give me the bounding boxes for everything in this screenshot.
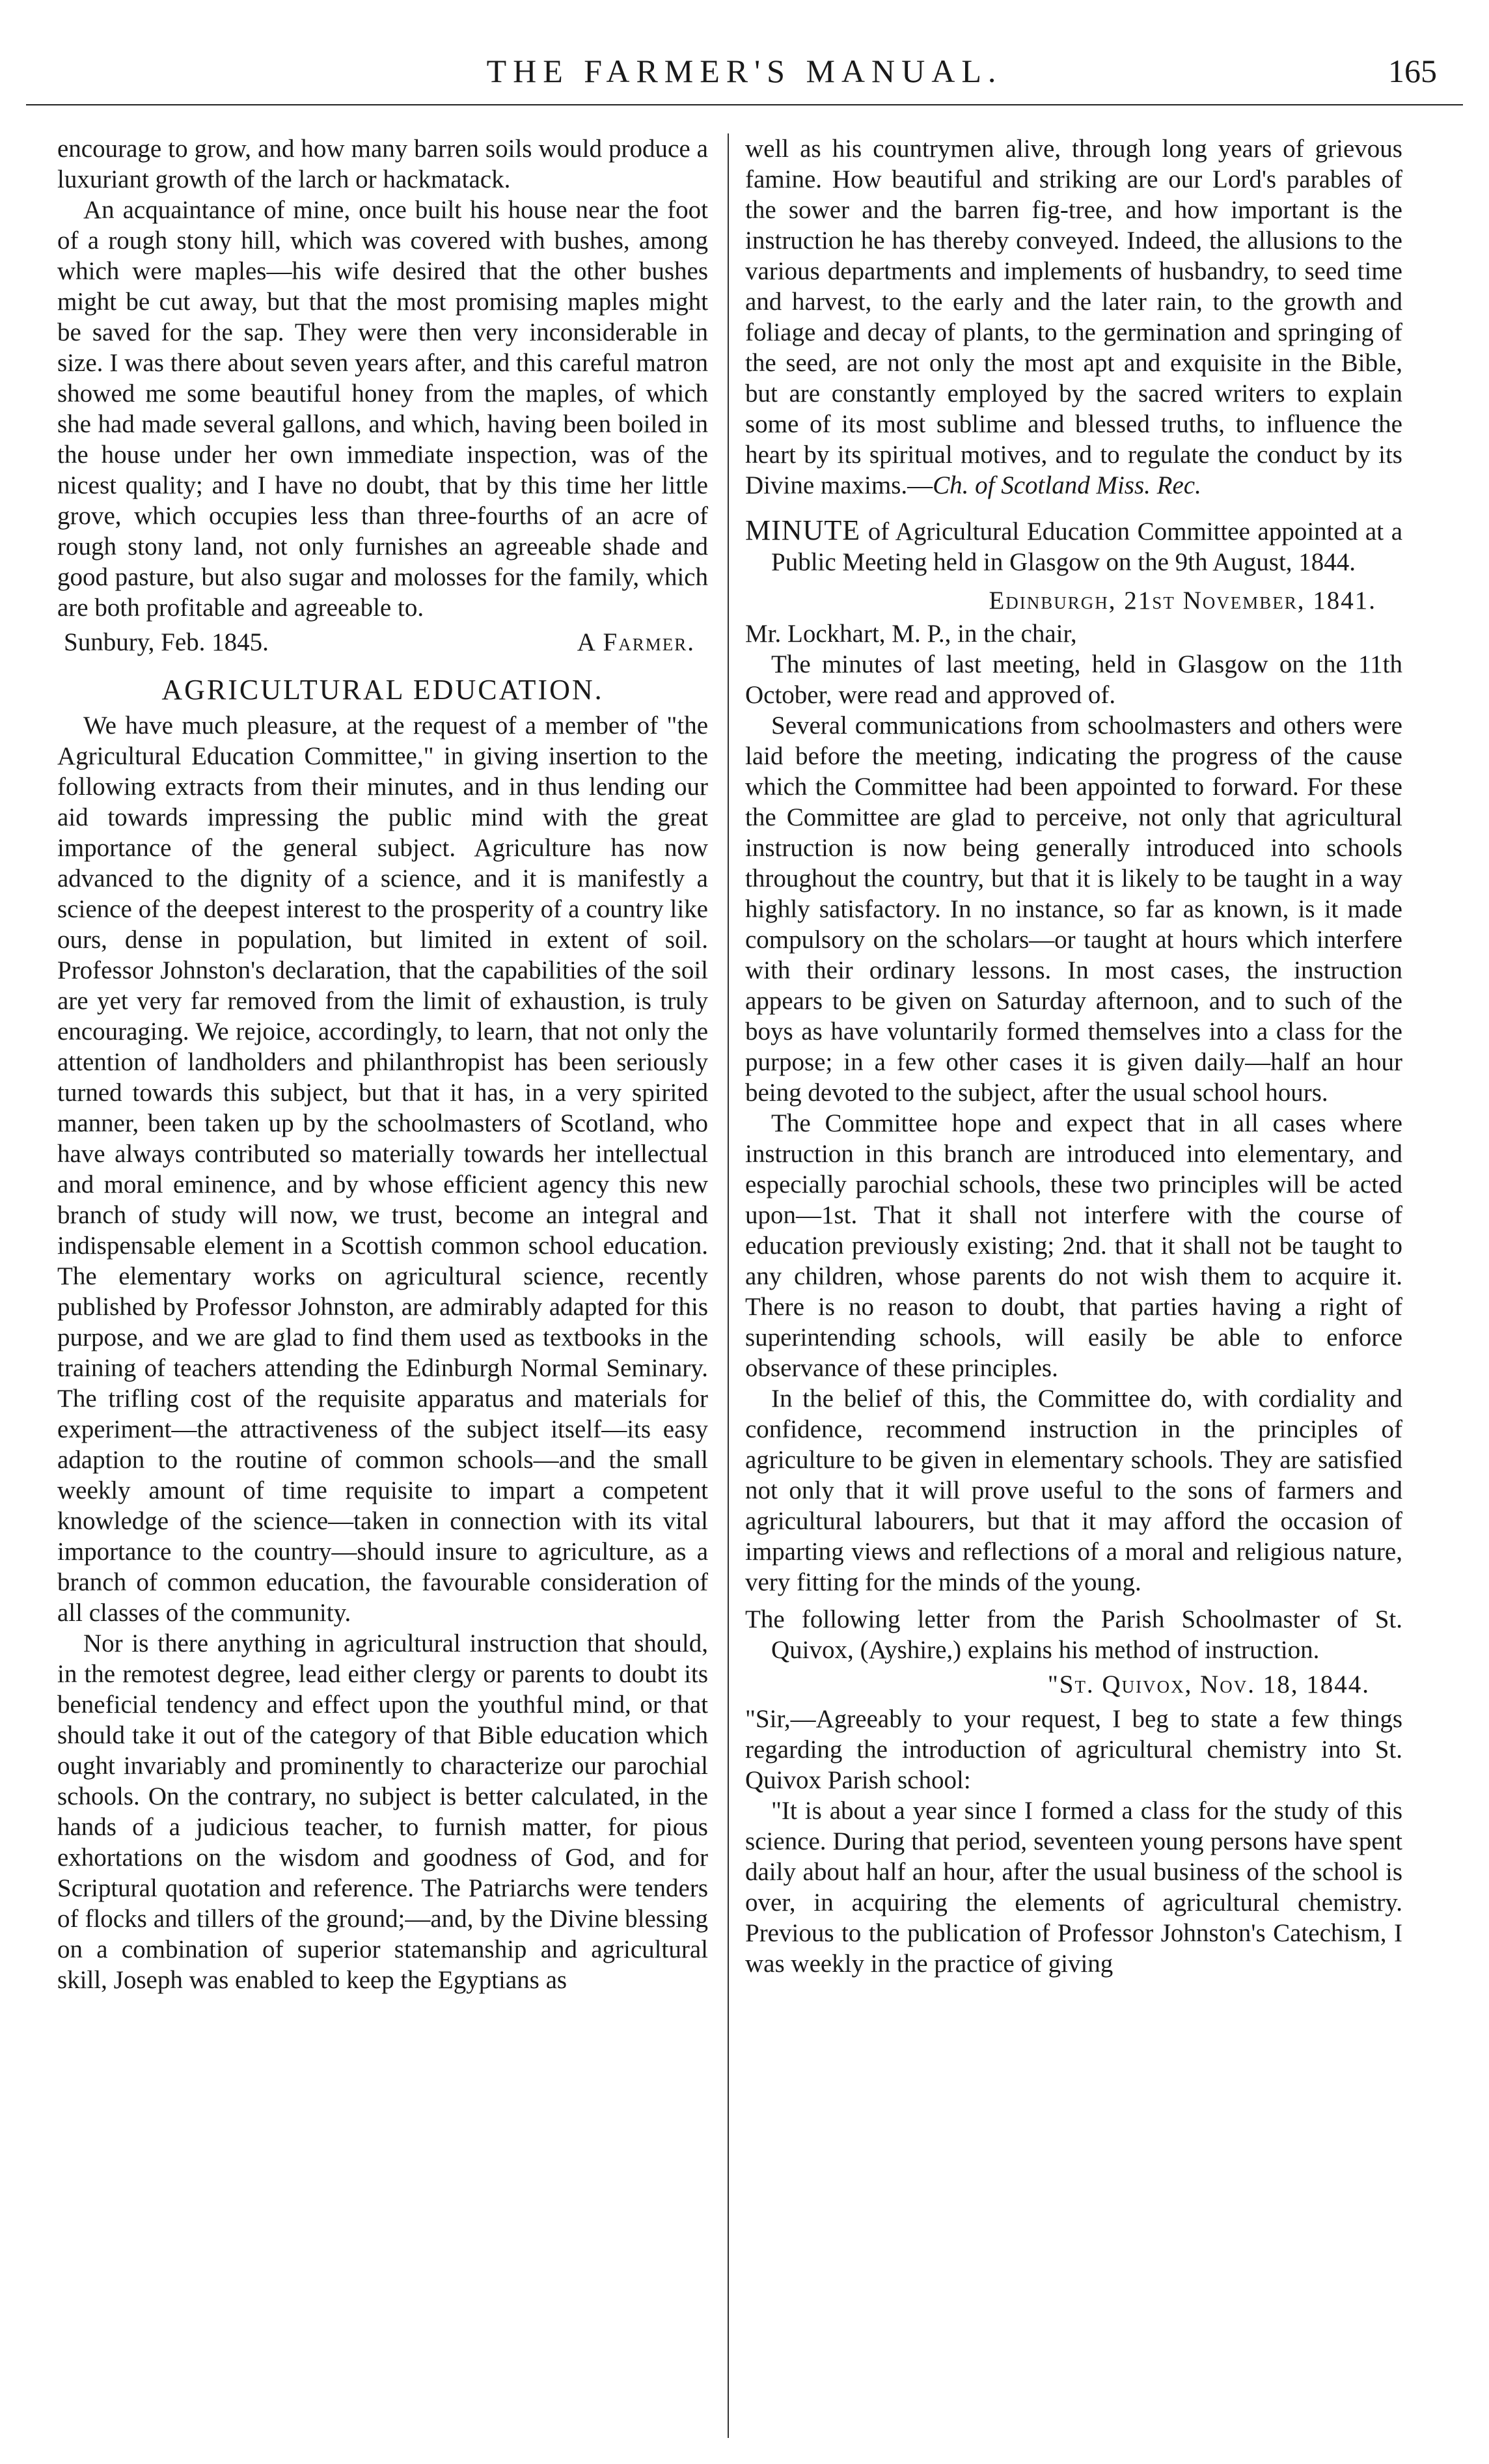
letter-signoff xyxy=(57,627,708,658)
paragraph: The following letter from the Parish Schoolmaster of St. Quivox, (Ayshire,) explains his method of instruction. xyxy=(745,1605,1402,1664)
page-number: 165 xyxy=(1388,53,1437,89)
paragraph: In the belief of this, the Committee do, with cordiality and confidence, recommend instruction in the principles of agriculture to be given in elementary schools. They are satisfied not only that it will prove useful to the sons of farmers and agricultural labourers, but that it may afford the occasion of imparting views and reflections of a moral and religious nature, very fitting for the minds of the young. xyxy=(745,1385,1402,1596)
paragraph: An acquaintance of mine, once built his house near the foot of a rough stony hill, which was covered with bushes, among which were maples—his wife desired that the other bushes might be cut away, but that the most promising maples might be saved for the sap. They were then very inconsiderable in size. I was there about seven years after, and this careful matron showed me some beautiful honey from the maples, of which she had made several gallons, and which, having been boiled in the house under her own immediate inspection, was of the nicest quality; and I have no doubt, that by this time her little grove, which occupies less than three-fourths of an acre of rough stony land, not only furnishes an agreeable shade and good pasture, but also sugar and molosses for the family, which are both profitable and agreeable to. xyxy=(57,196,708,622)
signoff-place: Sunbury, Feb. 1845. xyxy=(64,628,269,656)
running-head xyxy=(26,39,1463,105)
paragraph: The minutes of last meeting, held in Glasgow on the 11th October, were read and approved of. xyxy=(745,650,1402,709)
paragraph-text: well as his countrymen alive, through long years of grievous famine. How beautiful and striking are our Lord's parables of the sower and the barren fig-tree, and how important is the instruction he has thereby conveyed. Indeed, the allusions to the various departments and implements of husbandry, to seed time and harvest, to the early and the later rain, to the growth and foliage and decay of plants, to the germination and springing of the seed, are not only the most apt and exquisite in the Bible, but are constantly employed by the sacred writers to explain some of its most sublime and blessed truths, to influence the heart by its spiritual motives, and to regulate the conduct by its Divine maxims.— xyxy=(745,135,1402,499)
minute-rest: of Agricultural Education Committee appointed at a Public Meeting held in Glasgow on the 9th August, 1844. xyxy=(771,518,1402,576)
left-column xyxy=(57,133,708,1995)
paragraph: The Committee hope and expect that in all cases where instruction in this branch are introduced into elementary, and especially parochial schools, these two principles will be acted upon—1st. That it shall not interfere with the course of education previously existing; 2nd. that it shall not be taught to any children, whose parents do not wish them to acquire it. There is no reason to doubt, that parties having a right of superintending schools, will easily be able to enforce observance of these principles. xyxy=(745,1109,1402,1382)
signoff-author: A Farmer. xyxy=(577,628,695,656)
minute-lead: MINUTE xyxy=(745,514,861,546)
minute-heading xyxy=(745,515,1402,577)
source-attribution: Ch. of Scotland Miss. Rec. xyxy=(933,471,1201,499)
paragraph: Nor is there anything in agricultural instruction that should, in the remotest degree, lead either clergy or parents to doubt its beneficial tendency and effect upon the youthful mind, or that should take it out of the category of that Bible education which ought invariably and prominently to characterize our parochial schools. On the contrary, no subject is better calculated, in the hands of a judicious teacher, to furnish matter, for pious exhortations on the wisdom and goodness of God, and for Scriptural quotation and reference. The Patriarchs were tenders of flocks and tillers of the ground;—and, by the Divine blessing on a combination of superior statemanship and agricultural skill, Joseph was enabled to keep the Egyptians as xyxy=(57,1629,708,1994)
page-header-title: THE FARMER'S MANUAL. xyxy=(486,53,1003,89)
paragraph: "Sir,—Agreeably to your request, I beg to state a few things regarding the introduction of agricultural chemistry into St. Quivox Parish school: xyxy=(745,1705,1402,1794)
paragraph: Several communications from schoolmasters and others were laid before the meeting, indicating the progress of the cause which the Committee had been appointed to forward. For these the Committee are glad to perceive, not only that agricultural instruction is now being generally introduced into schools throughout the country, but that it is likely to be taught in a way highly satisfactory. In no instance, so far as known, is it made compulsory on the scholars—or taught at hours which interfere with their ordinary lessons. In most cases, the instruction appears to be given on Saturday afternoon, and to such of the boys as have voluntarily formed themselves into a class for the purpose; in a few other cases it is given daily—half an hour being devoted to the subject, after the usual school hours. xyxy=(745,712,1402,1107)
dateline: Edinburgh, 21st November, 1841. xyxy=(989,587,1376,615)
paragraph xyxy=(745,133,1402,501)
paragraph: We have much pleasure, at the request of a member of "the Agricultural Education Committee," in giving insertion to the following extracts from their minutes, and in thus lending our aid towards impressing the public mind with the great importance of the general subject. Agriculture has now advanced to the dignity of a science, and it is manifestly a science of the deepest interest to the prosperity of a country like ours, dense in population, but limited in extent of soil. Professor Johnston's declaration, that the capabilities of the soil are yet very far removed from the limit of exhaustion, is truly encouraging. We rejoice, accordingly, to learn, that not only the attention of landholders and philanthropist has been seriously turned towards this subject, but that it has, in a very spirited manner, been taken up by the schoolmasters of Scotland, who have always contributed so materially towards her intellectual and moral eminence, and by whose efficient agency this new branch of study will now, we trust, become an integral and indispensable element in a Scottish common school education. The elementary works on agricultural science, recently published by Professor Johnston, are admirably adapted for this purpose, and we are glad to find them used as textbooks in the training of teachers attending the Edinburgh Normal Seminary. The trifling cost of the requisite apparatus and materials for experiment—the attractiveness of the subject itself—its easy adaption to the routine of common schools—and the small weekly amount of time requisite to impart a competent knowledge of the science—taken in connection with its vital importance to the country—should insure to agriculture, as a branch of common education, the favourable consideration of all classes of the community. xyxy=(57,712,708,1627)
section-heading: AGRICULTURAL EDUCATION. xyxy=(161,674,604,706)
column-divider xyxy=(728,133,729,2438)
chair-line: Mr. Lockhart, M. P., in the chair, xyxy=(745,620,1077,648)
letter-date: "St. Quivox, Nov. 18, 1844. xyxy=(1047,1670,1370,1698)
paragraph: "It is about a year since I formed a class for the study of this science. During that period, seventeen young persons have spent daily about half an hour, after the usual business of the school is over, in acquiring the elements of agricultural chemistry. Previous to the publication of Professor Johnston's Catechism, I was weekly in the practice of giving xyxy=(745,1797,1402,1978)
paragraph: encourage to grow, and how many barren soils would produce a luxuriant growth of the larch or hackmatack. xyxy=(57,135,708,193)
right-column xyxy=(745,133,1402,1979)
